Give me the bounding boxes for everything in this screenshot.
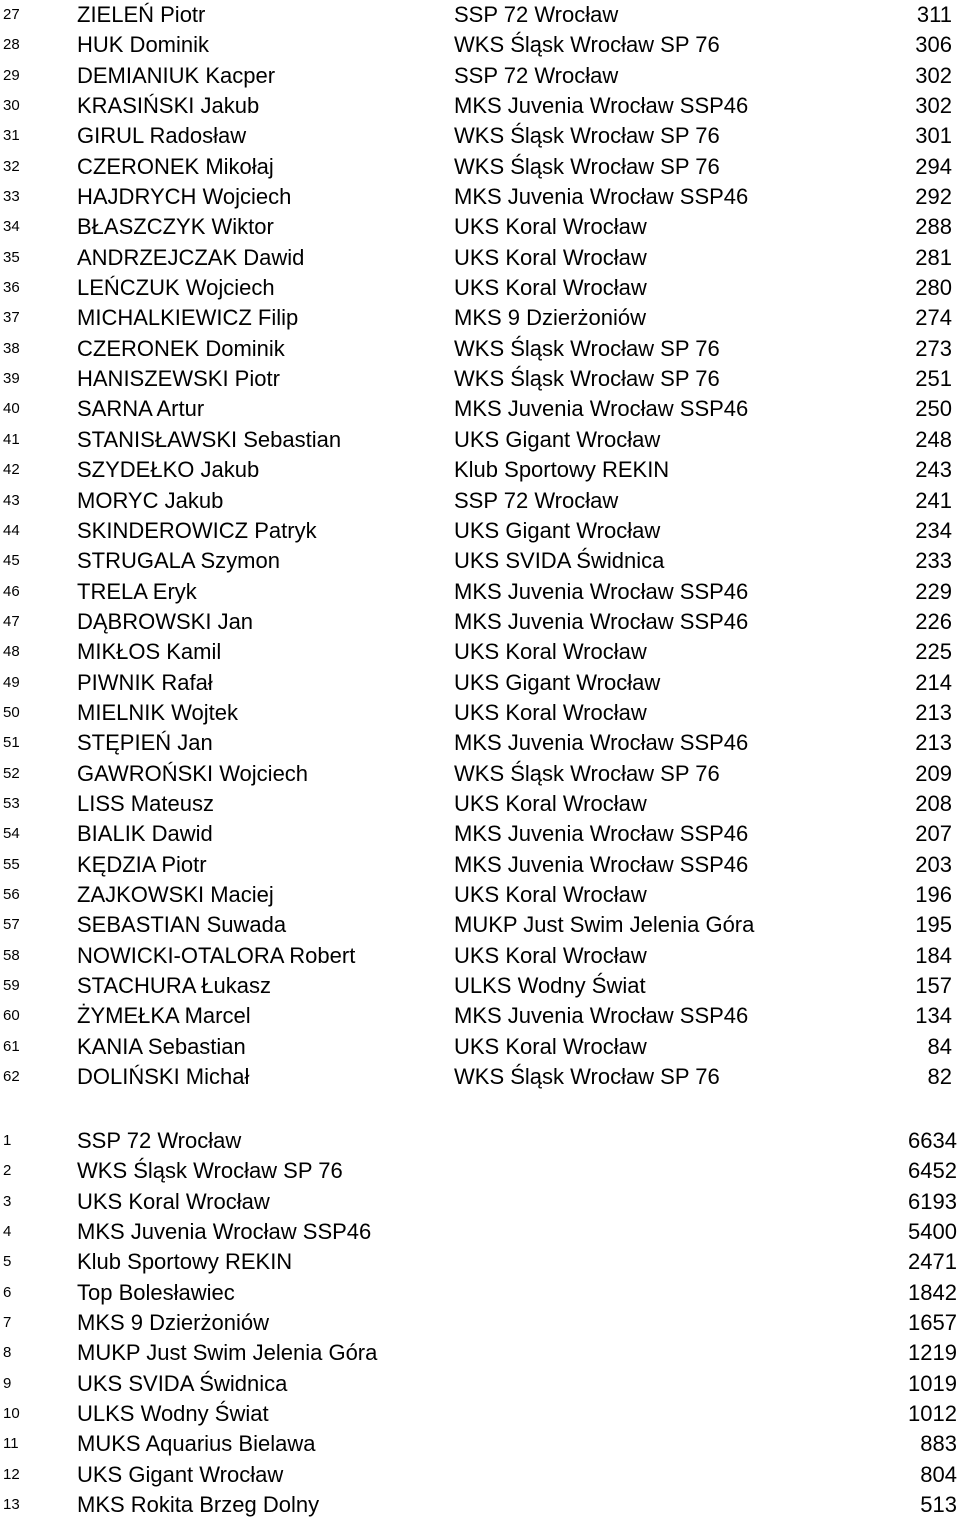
athlete-club: UKS Koral Wrocław bbox=[454, 699, 647, 725]
athlete-club: WKS Śląsk Wrocław SP 76 bbox=[454, 32, 720, 58]
athlete-points: 208 bbox=[915, 790, 952, 816]
athlete-row bbox=[0, 516, 960, 546]
athlete-row bbox=[0, 91, 960, 121]
athlete-place: 32 bbox=[3, 157, 20, 175]
athlete-place: 35 bbox=[3, 248, 20, 266]
athlete-row bbox=[0, 789, 960, 819]
athlete-club: UKS Koral Wrocław bbox=[454, 275, 647, 301]
athlete-place: 36 bbox=[3, 279, 20, 297]
athlete-place: 47 bbox=[3, 612, 20, 630]
athlete-club: MKS 9 Dzierżoniów bbox=[454, 305, 646, 331]
athlete-club: UKS Koral Wrocław bbox=[454, 1033, 647, 1059]
athlete-club: UKS Gigant Wrocław bbox=[454, 426, 661, 452]
athlete-row bbox=[0, 152, 960, 182]
athlete-points: 209 bbox=[915, 760, 952, 786]
athlete-row bbox=[0, 30, 960, 60]
athlete-row bbox=[0, 273, 960, 303]
athlete-club: WKS Śląsk Wrocław SP 76 bbox=[454, 153, 720, 179]
athlete-club: UKS Koral Wrocław bbox=[454, 214, 647, 240]
athlete-name: HUK Dominik bbox=[77, 32, 210, 58]
athlete-name: SZYDEŁKO Jakub bbox=[77, 457, 260, 483]
club-place: 8 bbox=[3, 1344, 12, 1362]
athlete-place: 48 bbox=[3, 643, 20, 661]
club-name: Top Bolesławiec bbox=[77, 1279, 235, 1305]
club-row bbox=[0, 1247, 960, 1277]
athlete-points: 196 bbox=[915, 881, 952, 907]
athlete-points: 203 bbox=[915, 851, 952, 877]
athlete-name: DEMIANIUK Kacper bbox=[77, 62, 276, 88]
athlete-name: MICHALKIEWICZ Filip bbox=[77, 305, 299, 331]
athlete-row bbox=[0, 910, 960, 940]
athlete-club: UKS Koral Wrocław bbox=[454, 790, 647, 816]
athlete-name: HAJDRYCH Wojciech bbox=[77, 184, 292, 210]
club-points: 1219 bbox=[908, 1340, 957, 1366]
club-row bbox=[0, 1490, 960, 1520]
athlete-place: 45 bbox=[3, 552, 20, 570]
athlete-row bbox=[0, 334, 960, 364]
athlete-name: ANDRZEJCZAK Dawid bbox=[77, 244, 305, 270]
athlete-row bbox=[0, 819, 960, 849]
athlete-row bbox=[0, 728, 960, 758]
club-points: 2471 bbox=[908, 1249, 957, 1275]
athlete-name: ZAJKOWSKI Maciej bbox=[77, 881, 274, 907]
athlete-club: SSP 72 Wrocław bbox=[454, 62, 619, 88]
athlete-name: MIELNIK Wojtek bbox=[77, 699, 238, 725]
athlete-name: PIWNIK Rafał bbox=[77, 669, 213, 695]
club-place: 10 bbox=[3, 1405, 20, 1423]
athlete-points: 281 bbox=[915, 244, 952, 270]
athlete-name: CZERONEK Dominik bbox=[77, 335, 285, 361]
athlete-club: UKS Koral Wrocław bbox=[454, 881, 647, 907]
club-place: 6 bbox=[3, 1283, 12, 1301]
club-name: UKS Koral Wrocław bbox=[77, 1188, 270, 1214]
club-points: 1657 bbox=[908, 1310, 957, 1336]
athlete-name: MORYC Jakub bbox=[77, 487, 224, 513]
athlete-place: 44 bbox=[3, 521, 20, 539]
club-row bbox=[0, 1460, 960, 1490]
athlete-place: 51 bbox=[3, 734, 20, 752]
club-name: MUKS Aquarius Bielawa bbox=[77, 1431, 316, 1457]
athlete-row bbox=[0, 1062, 960, 1092]
club-row bbox=[0, 1429, 960, 1459]
athlete-points: 234 bbox=[915, 517, 952, 543]
club-place: 13 bbox=[3, 1496, 20, 1514]
club-name: MKS Rokita Brzeg Dolny bbox=[77, 1492, 320, 1518]
athlete-row bbox=[0, 394, 960, 424]
athlete-points: 233 bbox=[915, 548, 952, 574]
athlete-points: 280 bbox=[915, 275, 952, 301]
athlete-row bbox=[0, 303, 960, 333]
athlete-place: 58 bbox=[3, 946, 20, 964]
club-name: WKS Śląsk Wrocław SP 76 bbox=[77, 1158, 343, 1184]
athlete-place: 42 bbox=[3, 461, 20, 479]
athlete-points: 248 bbox=[915, 426, 952, 452]
athlete-name: LISS Mateusz bbox=[77, 790, 214, 816]
athlete-points: 274 bbox=[915, 305, 952, 331]
club-name: MKS Juvenia Wrocław SSP46 bbox=[77, 1219, 372, 1245]
athlete-row bbox=[0, 941, 960, 971]
club-name: MKS 9 Dzierżoniów bbox=[77, 1310, 269, 1336]
club-name: SSP 72 Wrocław bbox=[77, 1128, 242, 1153]
athlete-row bbox=[0, 455, 960, 485]
athlete-points: 302 bbox=[915, 62, 952, 88]
athlete-points: 250 bbox=[915, 396, 952, 422]
athlete-name: DĄBROWSKI Jan bbox=[77, 608, 254, 634]
athlete-name: DOLIŃSKI Michał bbox=[77, 1064, 250, 1090]
club-points: 6193 bbox=[908, 1188, 957, 1214]
club-name: ULKS Wodny Świat bbox=[77, 1401, 269, 1427]
athlete-club: MKS Juvenia Wrocław SSP46 bbox=[454, 730, 749, 756]
club-points: 6634 bbox=[908, 1128, 957, 1153]
athlete-club: MKS Juvenia Wrocław SSP46 bbox=[454, 851, 749, 877]
athlete-name: BŁASZCZYK Wiktor bbox=[77, 214, 274, 240]
athlete-club: MKS Juvenia Wrocław SSP46 bbox=[454, 1003, 749, 1029]
athlete-name: STĘPIEŃ Jan bbox=[77, 730, 213, 756]
athlete-club: ULKS Wodny Świat bbox=[454, 973, 646, 998]
athlete-club: UKS Koral Wrocław bbox=[454, 942, 647, 968]
athlete-points: 288 bbox=[915, 214, 952, 240]
athlete-row bbox=[0, 121, 960, 151]
athlete-name: STRUGALA Szymon bbox=[77, 548, 280, 574]
athlete-name: SARNA Artur bbox=[77, 396, 205, 422]
athlete-club: MKS Juvenia Wrocław SSP46 bbox=[454, 396, 749, 422]
athlete-name: BIALIK Dawid bbox=[77, 821, 213, 847]
athlete-points: 301 bbox=[915, 123, 952, 149]
athlete-points: 226 bbox=[915, 608, 952, 634]
athlete-club: SSP 72 Wrocław bbox=[454, 2, 619, 27]
athlete-row bbox=[0, 546, 960, 576]
club-place: 12 bbox=[3, 1465, 20, 1483]
athlete-points: 84 bbox=[927, 1033, 952, 1059]
club-row bbox=[0, 1308, 960, 1338]
athlete-club: UKS Koral Wrocław bbox=[454, 639, 647, 665]
athlete-row bbox=[0, 880, 960, 910]
athlete-name: ZIELEŃ Piotr bbox=[77, 2, 206, 27]
athlete-club: MKS Juvenia Wrocław SSP46 bbox=[454, 821, 749, 847]
athlete-place: 49 bbox=[3, 673, 20, 691]
athlete-row bbox=[0, 698, 960, 728]
club-place: 4 bbox=[3, 1223, 12, 1241]
athlete-points: 311 bbox=[916, 2, 952, 27]
athlete-place: 53 bbox=[3, 794, 20, 812]
athlete-points: 243 bbox=[915, 457, 952, 483]
athlete-club: MKS Juvenia Wrocław SSP46 bbox=[454, 578, 749, 604]
club-row bbox=[0, 1369, 960, 1399]
athlete-row bbox=[0, 212, 960, 242]
club-row bbox=[0, 1278, 960, 1308]
athlete-name: SEBASTIAN Suwada bbox=[77, 912, 287, 938]
athlete-place: 30 bbox=[3, 97, 20, 115]
club-name: MUKP Just Swim Jelenia Góra bbox=[77, 1340, 378, 1366]
athlete-points: 292 bbox=[915, 184, 952, 210]
athlete-place: 59 bbox=[3, 977, 20, 994]
athlete-points: 213 bbox=[915, 730, 952, 756]
athlete-points: 157 bbox=[915, 973, 952, 998]
athlete-row bbox=[0, 1001, 960, 1031]
club-place: 11 bbox=[3, 1435, 19, 1453]
club-place: 2 bbox=[3, 1162, 12, 1180]
athlete-club: MKS Juvenia Wrocław SSP46 bbox=[454, 608, 749, 634]
club-row bbox=[0, 1217, 960, 1247]
athlete-place: 61 bbox=[3, 1037, 20, 1055]
athlete-row bbox=[0, 759, 960, 789]
athlete-place: 34 bbox=[3, 218, 20, 236]
athlete-club: WKS Śląsk Wrocław SP 76 bbox=[454, 123, 720, 149]
athlete-place: 37 bbox=[3, 309, 20, 327]
athlete-points: 229 bbox=[915, 578, 952, 604]
athlete-row bbox=[0, 425, 960, 455]
athlete-club: UKS SVIDA Świdnica bbox=[454, 548, 665, 574]
athlete-club: MKS Juvenia Wrocław SSP46 bbox=[454, 184, 749, 210]
athlete-points: 225 bbox=[915, 639, 952, 665]
athlete-row bbox=[0, 577, 960, 607]
club-row bbox=[0, 1156, 960, 1186]
athlete-row bbox=[0, 971, 960, 1001]
club-points: 1019 bbox=[908, 1370, 957, 1396]
athlete-points: 294 bbox=[915, 153, 952, 179]
athlete-club: UKS Gigant Wrocław bbox=[454, 669, 661, 695]
athlete-name: CZERONEK Mikołaj bbox=[77, 153, 274, 179]
athlete-club: WKS Śląsk Wrocław SP 76 bbox=[454, 366, 720, 392]
athlete-place: 60 bbox=[3, 1007, 20, 1025]
athlete-place: 29 bbox=[3, 66, 20, 84]
athlete-points: 184 bbox=[915, 942, 952, 968]
club-name: UKS SVIDA Świdnica bbox=[77, 1370, 288, 1396]
athlete-row bbox=[0, 0, 960, 30]
athlete-place: 52 bbox=[3, 764, 20, 782]
athlete-club: MUKP Just Swim Jelenia Góra bbox=[454, 912, 755, 938]
athlete-row bbox=[0, 850, 960, 880]
athlete-row bbox=[0, 637, 960, 667]
athlete-place: 55 bbox=[3, 855, 20, 873]
athlete-row bbox=[0, 243, 960, 273]
club-row bbox=[0, 1338, 960, 1368]
athlete-points: 213 bbox=[915, 699, 952, 725]
club-name: Klub Sportowy REKIN bbox=[77, 1249, 293, 1275]
athlete-row bbox=[0, 182, 960, 212]
athlete-name: KĘDZIA Piotr bbox=[77, 851, 207, 877]
athlete-points: 306 bbox=[915, 32, 952, 58]
athlete-row bbox=[0, 61, 960, 91]
athlete-club: UKS Gigant Wrocław bbox=[454, 517, 661, 543]
athlete-place: 41 bbox=[3, 430, 20, 448]
athlete-row bbox=[0, 607, 960, 637]
athlete-club: MKS Juvenia Wrocław SSP46 bbox=[454, 93, 749, 119]
club-place: 1 bbox=[3, 1132, 12, 1149]
athlete-place: 33 bbox=[3, 188, 20, 206]
athlete-club: UKS Koral Wrocław bbox=[454, 244, 647, 270]
athlete-row bbox=[0, 668, 960, 698]
athlete-name: MIKŁOS Kamil bbox=[77, 639, 222, 665]
athlete-row bbox=[0, 486, 960, 516]
athlete-place: 50 bbox=[3, 703, 20, 721]
athlete-row bbox=[0, 364, 960, 394]
athlete-name: TRELA Eryk bbox=[77, 578, 197, 604]
athlete-points: 214 bbox=[915, 669, 952, 695]
club-points: 1012 bbox=[908, 1401, 957, 1427]
athlete-points: 82 bbox=[927, 1064, 952, 1090]
athlete-name: NOWICKI-OTALORA Robert bbox=[77, 942, 356, 968]
athlete-name: STACHURA Łukasz bbox=[77, 973, 271, 998]
athlete-place: 56 bbox=[3, 885, 20, 903]
athlete-place: 39 bbox=[3, 370, 20, 388]
club-place: 9 bbox=[3, 1374, 12, 1392]
athlete-points: 195 bbox=[915, 912, 952, 938]
athlete-name: KRASIŃSKI Jakub bbox=[77, 93, 260, 119]
athlete-points: 241 bbox=[915, 487, 952, 513]
club-points: 6452 bbox=[908, 1158, 957, 1184]
athlete-place: 40 bbox=[3, 400, 20, 418]
athlete-place: 43 bbox=[3, 491, 20, 509]
athlete-points: 207 bbox=[915, 821, 952, 847]
athlete-place: 38 bbox=[3, 339, 20, 357]
athlete-place: 28 bbox=[3, 36, 20, 54]
athlete-club: WKS Śląsk Wrocław SP 76 bbox=[454, 335, 720, 361]
athlete-name: ŻYMEŁKA Marcel bbox=[77, 1003, 251, 1029]
athlete-points: 134 bbox=[915, 1003, 952, 1029]
athlete-place: 46 bbox=[3, 582, 20, 600]
athlete-club: WKS Śląsk Wrocław SP 76 bbox=[454, 1064, 720, 1090]
athlete-row bbox=[0, 1032, 960, 1062]
club-points: 5400 bbox=[908, 1219, 957, 1245]
athlete-name: KANIA Sebastian bbox=[77, 1033, 246, 1059]
club-name: UKS Gigant Wrocław bbox=[77, 1461, 284, 1487]
club-row bbox=[0, 1399, 960, 1429]
club-place: 7 bbox=[3, 1314, 12, 1332]
athlete-club: SSP 72 Wrocław bbox=[454, 487, 619, 513]
club-points: 804 bbox=[920, 1461, 957, 1487]
athlete-name: STANISŁAWSKI Sebastian bbox=[77, 426, 342, 452]
club-place: 3 bbox=[3, 1192, 12, 1210]
athlete-name: LEŃCZUK Wojciech bbox=[77, 275, 275, 301]
athlete-club: WKS Śląsk Wrocław SP 76 bbox=[454, 760, 720, 786]
athlete-place: 57 bbox=[3, 916, 20, 934]
club-row bbox=[0, 1187, 960, 1217]
club-place: 5 bbox=[3, 1253, 12, 1271]
club-points: 513 bbox=[920, 1492, 957, 1518]
athlete-points: 302 bbox=[915, 93, 952, 119]
athlete-points: 273 bbox=[915, 335, 952, 361]
athlete-points: 251 bbox=[915, 366, 952, 392]
athlete-name: GAWROŃSKI Wojciech bbox=[77, 760, 309, 786]
athlete-place: 31 bbox=[3, 127, 20, 145]
athlete-place: 27 bbox=[3, 6, 20, 23]
club-points: 1842 bbox=[908, 1279, 957, 1305]
athlete-name: SKINDEROWICZ Patryk bbox=[77, 517, 317, 543]
club-points: 883 bbox=[920, 1431, 957, 1457]
athlete-place: 62 bbox=[3, 1068, 20, 1086]
athlete-place: 54 bbox=[3, 825, 20, 843]
club-ranking-table bbox=[0, 1126, 960, 1520]
athlete-club: Klub Sportowy REKIN bbox=[454, 457, 670, 483]
athlete-name: HANISZEWSKI Piotr bbox=[77, 366, 280, 392]
athlete-name: GIRUL Radosław bbox=[77, 123, 247, 149]
club-row bbox=[0, 1126, 960, 1156]
